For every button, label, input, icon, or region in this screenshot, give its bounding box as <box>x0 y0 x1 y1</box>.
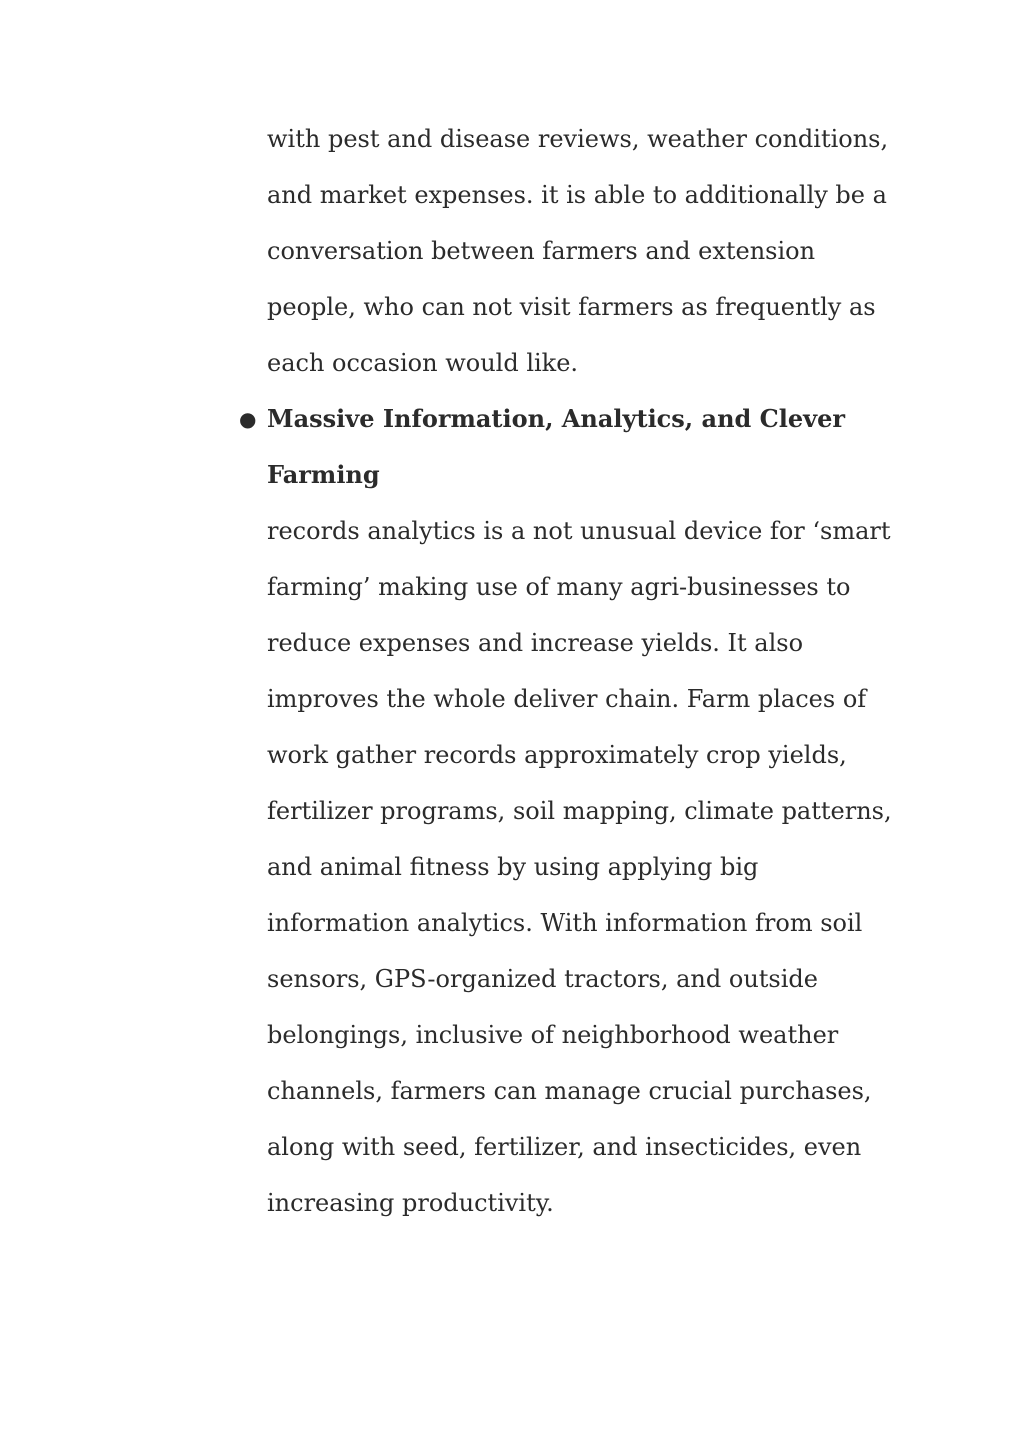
paragraph-line: work gather records approximately crop yields, <box>267 741 847 769</box>
paragraph-line: belongings, inclusive of neighborhood weather <box>267 1021 839 1049</box>
paragraph-line: farming’ making use of many agri-businesses to <box>267 573 851 601</box>
paragraph-line: conversation between farmers and extension <box>267 237 816 265</box>
paragraph-line: increasing productivity. <box>267 1189 554 1217</box>
paragraph-line: each occasion would like. <box>267 349 579 377</box>
paragraph-line: channels, farmers can manage crucial purchases, <box>267 1077 872 1105</box>
paragraph-line: sensors, GPS-organized tractors, and outside <box>267 965 818 993</box>
document-content <box>239 111 892 1231</box>
heading-line: Massive Information, Analytics, and Clever <box>267 404 846 433</box>
paragraph-line: along with seed, fertilizer, and insecticides, even <box>267 1133 862 1161</box>
paragraph-line: information analytics. With information from soil <box>267 909 863 937</box>
intro-paragraph <box>267 111 889 391</box>
paragraph-line: fertilizer programs, soil mapping, climate patterns, <box>267 797 892 825</box>
paragraph-line: with pest and disease reviews, weather conditions, <box>267 125 889 153</box>
bullet-list-item <box>239 391 892 1231</box>
paragraph-line: improves the whole deliver chain. Farm places of <box>267 685 867 713</box>
bullet-icon: ● <box>239 407 257 431</box>
paragraph-line: and market expenses. it is able to additionally be a <box>267 181 887 209</box>
paragraph-line: people, who can not visit farmers as frequently as <box>267 293 876 321</box>
bullet-heading <box>239 391 867 503</box>
heading-line: Farming <box>267 460 380 489</box>
paragraph-line: records analytics is a not unusual device for ‘smart <box>267 517 891 545</box>
paragraph-line: reduce expenses and increase yields. It also <box>267 629 804 657</box>
paragraph-line: and animal fitness by using applying big <box>267 853 759 881</box>
bullet-body-paragraph <box>267 503 892 1231</box>
